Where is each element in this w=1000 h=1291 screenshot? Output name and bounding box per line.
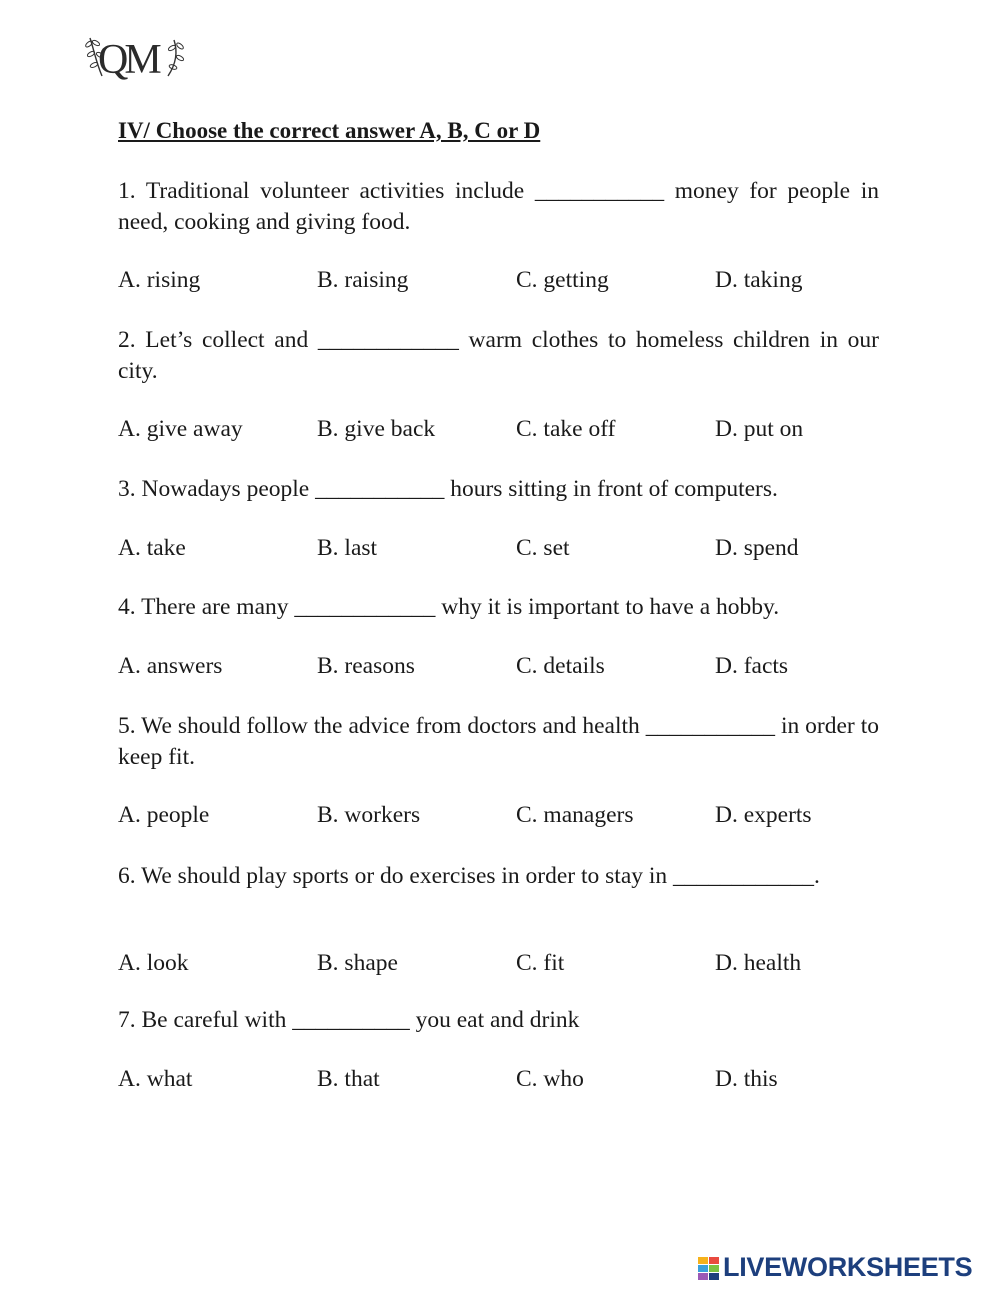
option-a[interactable]: A. rising — [118, 267, 201, 293]
option-a[interactable]: A. look — [118, 950, 189, 976]
option-a[interactable]: A. answers — [118, 653, 223, 679]
option-b[interactable]: B. shape — [317, 950, 398, 976]
option-b[interactable]: B. give back — [317, 416, 436, 442]
option-d[interactable]: D. put on — [715, 416, 804, 442]
option-c[interactable]: C. details — [516, 653, 605, 679]
option-d[interactable]: D. experts — [715, 802, 812, 828]
option-b[interactable]: B. reasons — [317, 653, 415, 679]
option-c[interactable]: C. take off — [516, 416, 616, 442]
option-c[interactable]: C. getting — [516, 267, 609, 293]
liveworksheets-logo-icon — [698, 1257, 720, 1281]
option-d[interactable]: D. health — [715, 950, 802, 976]
question-stem: 5. We should follow the advice from doctors and health ___________ in order to keep fit. — [118, 713, 879, 770]
question-stem: 1. Traditional volunteer activities include ___________ money for people in need, cooking and giving food. — [118, 178, 879, 235]
question-stem: 6. We should play sports or do exercises in order to stay in ____________. — [118, 863, 820, 889]
liveworksheets-brand[interactable] — [698, 1254, 994, 1286]
logo-text: QM — [98, 37, 158, 83]
section-heading: IV/ Choose the correct answer A, B, C or D — [118, 118, 541, 143]
option-d[interactable]: D. facts — [715, 653, 789, 679]
option-b[interactable]: B. last — [317, 535, 378, 561]
option-a[interactable]: A. what — [118, 1066, 193, 1092]
question-stem: 3. Nowadays people ___________ hours sitting in front of computers. — [118, 476, 778, 502]
question-stem: 4. There are many ____________ why it is important to have a hobby. — [118, 594, 780, 620]
option-a[interactable]: A. give away — [118, 416, 243, 442]
brand-text: LIVEWORKSHEETS — [723, 1252, 973, 1282]
option-c[interactable]: C. set — [516, 535, 570, 561]
question-stem: 7. Be careful with __________ you eat and drink — [118, 1007, 580, 1033]
option-c[interactable]: C. managers — [516, 802, 634, 828]
question-stem: 2. Let’s collect and ____________ warm clothes to homeless children in our city. — [118, 327, 879, 384]
option-b[interactable]: B. workers — [317, 802, 421, 828]
option-d[interactable]: D. this — [715, 1066, 778, 1092]
option-a[interactable]: A. take — [118, 535, 186, 561]
option-c[interactable]: C. fit — [516, 950, 565, 976]
option-b[interactable]: B. that — [317, 1066, 380, 1092]
option-a[interactable]: A. people — [118, 802, 210, 828]
option-d[interactable]: D. spend — [715, 535, 799, 561]
option-c[interactable]: C. who — [516, 1066, 584, 1092]
option-b[interactable]: B. raising — [317, 267, 409, 293]
option-d[interactable]: D. taking — [715, 267, 803, 293]
